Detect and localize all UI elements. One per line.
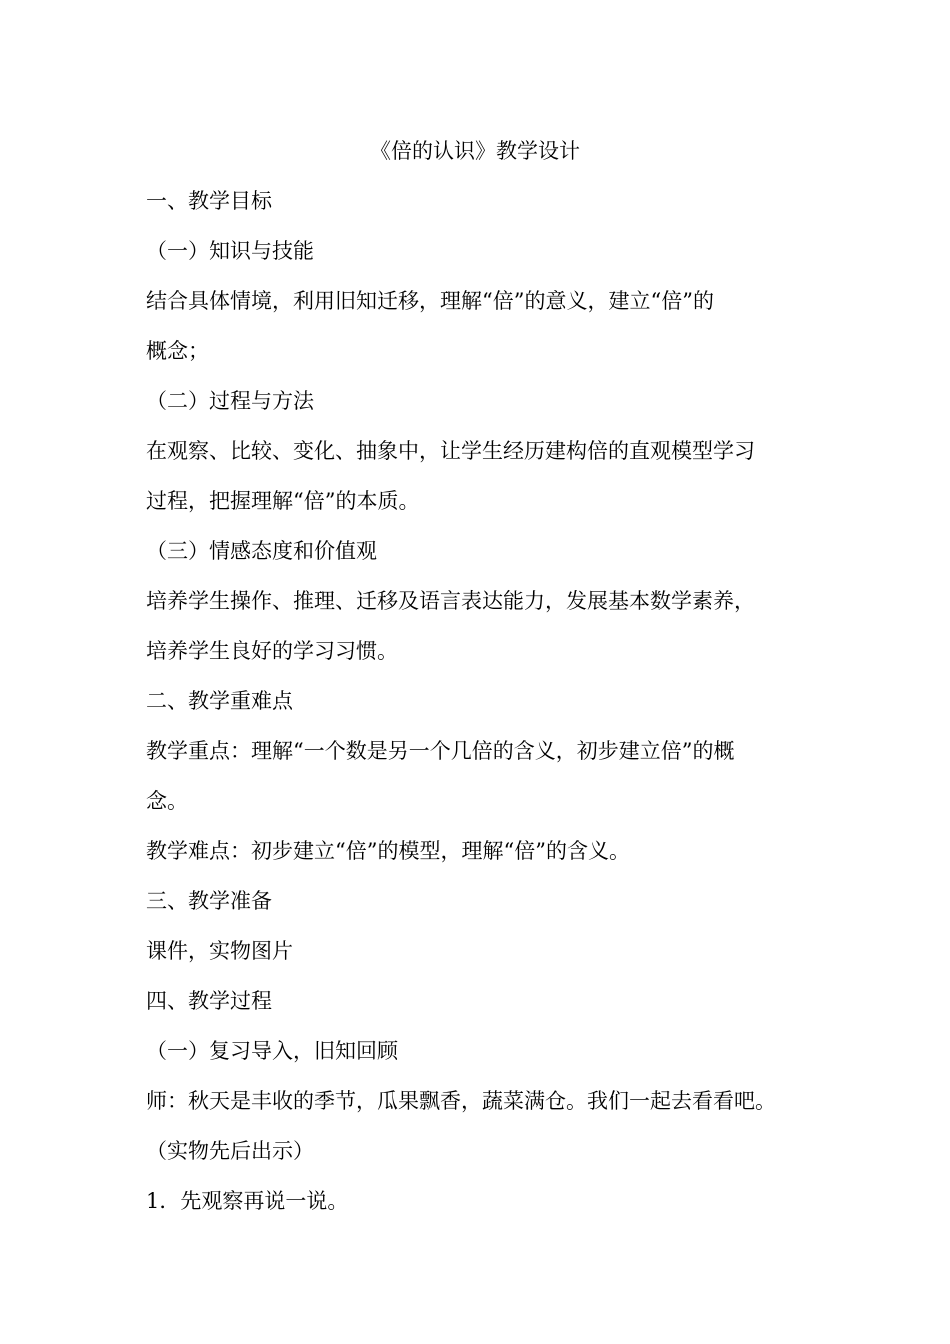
section-heading-goals: 一、教学目标: [146, 189, 272, 213]
paragraph-line: 概念；: [146, 339, 209, 363]
paragraph-line: 课件，实物图片: [146, 939, 293, 963]
paragraph-line: 在观察、比较、变化、抽象中，让学生经历建构倍的直观模型学习: [146, 439, 755, 463]
paragraph-line: 过程，把握理解“倍”的本质。: [146, 489, 420, 513]
subsection-emotion-values: （三）情感态度和价值观: [146, 539, 377, 563]
paragraph-line: 教学难点：初步建立“倍”的模型，理解“倍”的含义。: [146, 839, 630, 863]
subsection-process-methods: （二）过程与方法: [146, 389, 314, 413]
paragraph-line: （实物先后出示）: [146, 1139, 314, 1163]
document-title: 《倍的认识》教学设计: [370, 139, 580, 163]
paragraph-line: 结合具体情境，利用旧知迁移，理解“倍”的意义，建立“倍”的: [146, 289, 714, 313]
subsection-knowledge-skills: （一）知识与技能: [146, 239, 314, 263]
section-heading-process: 四、教学过程: [146, 989, 272, 1013]
section-heading-key-points: 二、教学重难点: [146, 689, 293, 713]
paragraph-line: 师：秋天是丰收的季节，瓜果飘香，蔬菜满仓。我们一起去看看吧。: [146, 1089, 776, 1113]
paragraph-line: 教学重点：理解“一个数是另一个几倍的含义，初步建立倍”的概: [146, 739, 735, 763]
paragraph-line: 培养学生操作、推理、迁移及语言表达能力，发展基本数学素养，: [146, 589, 755, 613]
section-heading-preparation: 三、教学准备: [146, 889, 272, 913]
paragraph-line: 念。: [146, 789, 188, 813]
subsection-review-intro: （一）复习导入，旧知回顾: [146, 1039, 398, 1063]
paragraph-line: 培养学生良好的学习习惯。: [146, 639, 398, 663]
list-item: 1．先观察再说一说。: [146, 1189, 349, 1213]
